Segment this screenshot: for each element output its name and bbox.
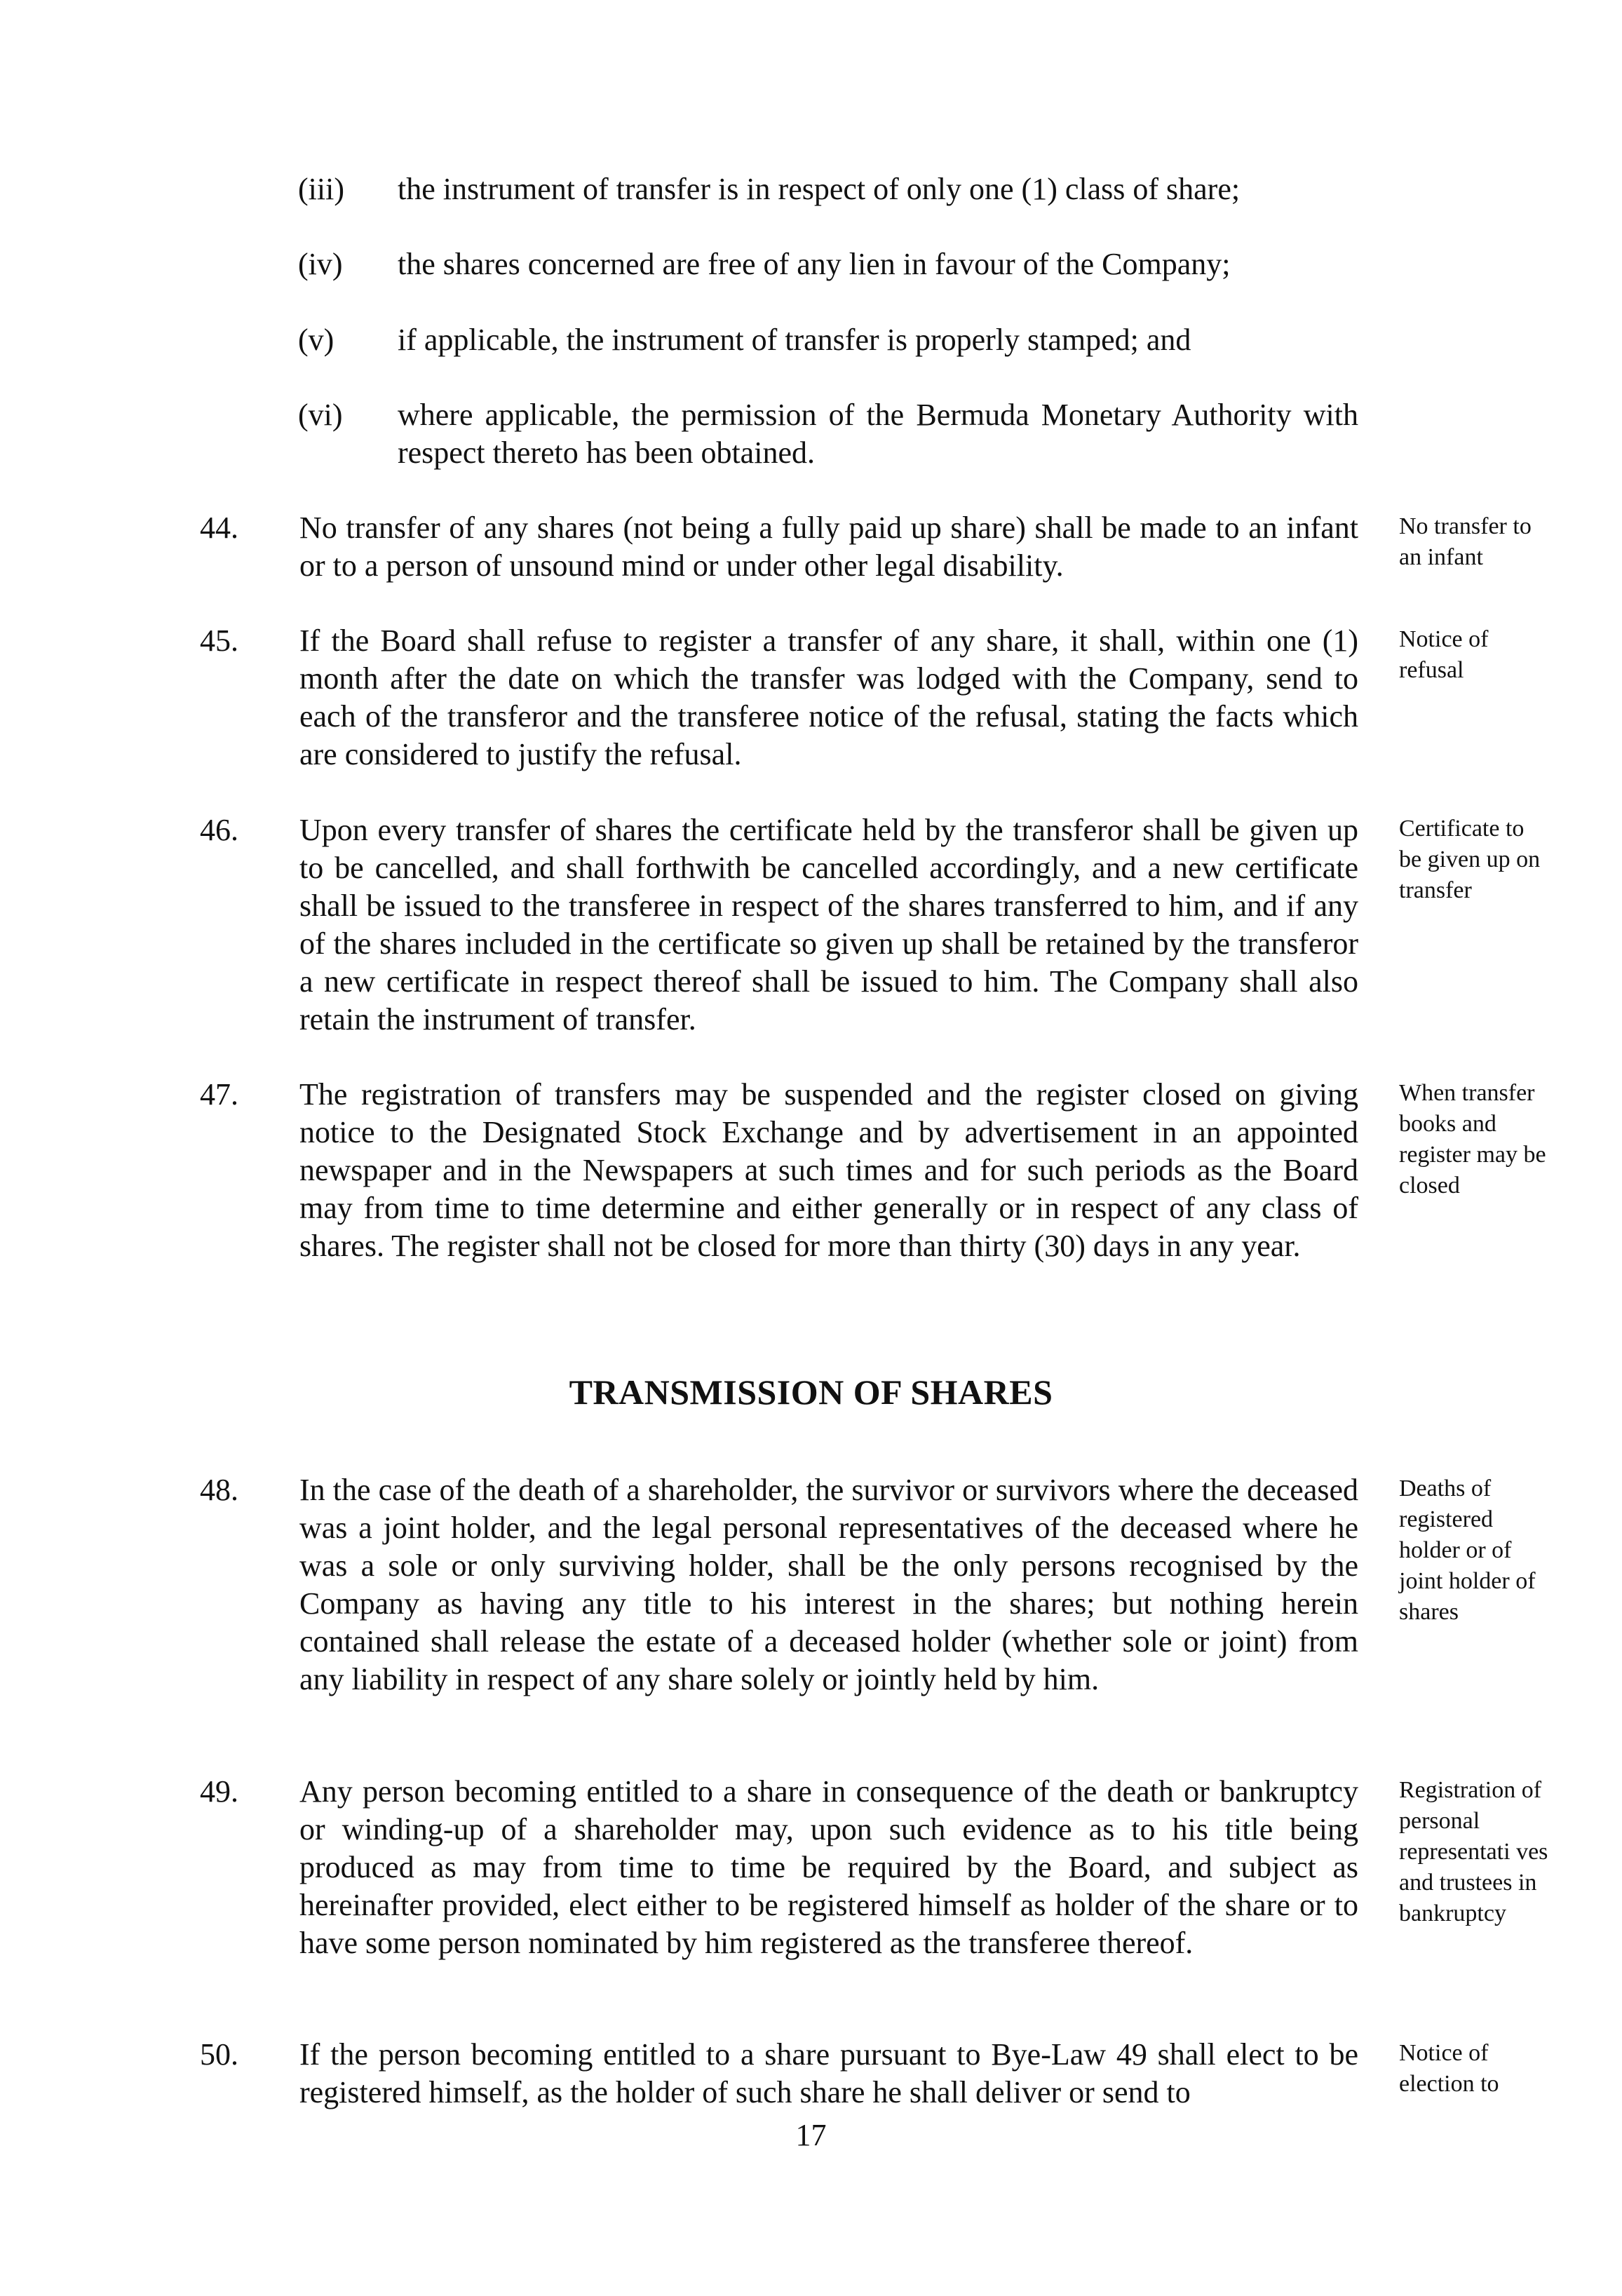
clause-number: 50.	[200, 2037, 238, 2072]
margin-note-50: Notice of election to	[1399, 2040, 1499, 2097]
clause-text: If the person becoming entitled to a share pursuant to Bye-Law 49 shall elect to be registered himself, as the holder of such share he shall deliver or send to	[299, 2037, 1358, 2109]
clause-number: 47.	[200, 1077, 238, 1112]
sub-item-text: the instrument of transfer is in respect of only one (1) class of share;	[398, 172, 1241, 206]
margin-note-46: Certificate to be given up on transfer	[1399, 816, 1541, 903]
clause-text: Upon every transfer of shares the certificate held by the transferor shall be given up to be cancelled, and shall forthwith be cancelled accordingly, and a new certificate shall be issued to the transferee in respect of the shares transferred to him, and if any of the shares included in the certificate so given up shall be retained by the transferor a new certificate in respect thereof shall be issued to him. The Company shall also retain the instrument of transfer.	[299, 813, 1358, 1036]
sub-item-text: if applicable, the instrument of transfer is properly stamped; and	[398, 323, 1191, 357]
clause-text: If the Board shall refuse to register a transfer of any share, it shall, within one (1) month after the date on which the transfer was lodged with the Company, send to each of the transferor and the transferee notice of the refusal, stating the facts which are considered to justify the refusal.	[299, 623, 1358, 771]
margin-note-47: When transfer books and register may be closed	[1399, 1080, 1546, 1198]
sub-item-numeral: (vi)	[298, 398, 343, 432]
clause-text: Any person becoming entitled to a share in consequence of the death or bankruptcy or winding-up of a shareholder may, upon such evidence as to his title being produced as may from time to time be required by the Board, and subject as hereinafter provided, elect either to be registered himself as holder of the share or to have some person nominated by him registered as the transferee thereof.	[299, 1774, 1358, 1960]
clause-number: 48.	[200, 1473, 238, 1507]
sub-item-text: the shares concerned are free of any lien in favour of the Company;	[398, 247, 1231, 281]
margin-note-45: Notice of refusal	[1399, 626, 1489, 683]
sub-item-numeral: (v)	[298, 323, 334, 357]
clause-number: 49.	[200, 1774, 238, 1809]
margin-note-48: Deaths of registered holder or of joint holder of shares	[1399, 1475, 1536, 1625]
sub-item-numeral: (iv)	[298, 247, 343, 281]
section-heading: TRANSMISSION OF SHARES	[569, 1372, 1053, 1412]
sub-item-numeral: (iii)	[298, 172, 344, 206]
clause-text: The registration of transfers may be suspended and the register closed on giving notice to the Designated Stock Exchange and by advertisement in an appointed newspaper and in the Newspapers at such times and for such periods as the Board may from time to time determine and either generally or in respect of any class of shares. The register shall not be closed for more than thirty (30) days in any year.	[299, 1077, 1358, 1263]
clause-text: In the case of the death of a shareholder, the survivor or survivors where the deceased was a joint holder, and the legal personal representatives of the deceased where he was a sole or only surviving holder, shall be the only persons recognised by the Company as having any title to his interest in the shares; but nothing herein contained shall release the estate of a deceased holder (whether sole or joint) from any liability in respect of any share solely or jointly held by him.	[299, 1473, 1358, 1696]
page-number: 17	[795, 2118, 827, 2152]
clause-text: No transfer of any shares (not being a fully paid up share) shall be made to an infant or to a person of unsound mind or under other legal disability.	[299, 511, 1358, 583]
clause-number: 45.	[200, 623, 238, 658]
clause-number: 44.	[200, 511, 238, 545]
sub-item-text: where applicable, the permission of the Bermuda Monetary Authority with respect thereto has been obtained.	[398, 398, 1358, 470]
clause-number: 46.	[200, 813, 238, 847]
margin-note-44: No transfer to an infant	[1399, 513, 1532, 570]
margin-note-49: Registration of personal representati ves and trustees in bankruptcy	[1399, 1777, 1548, 1926]
